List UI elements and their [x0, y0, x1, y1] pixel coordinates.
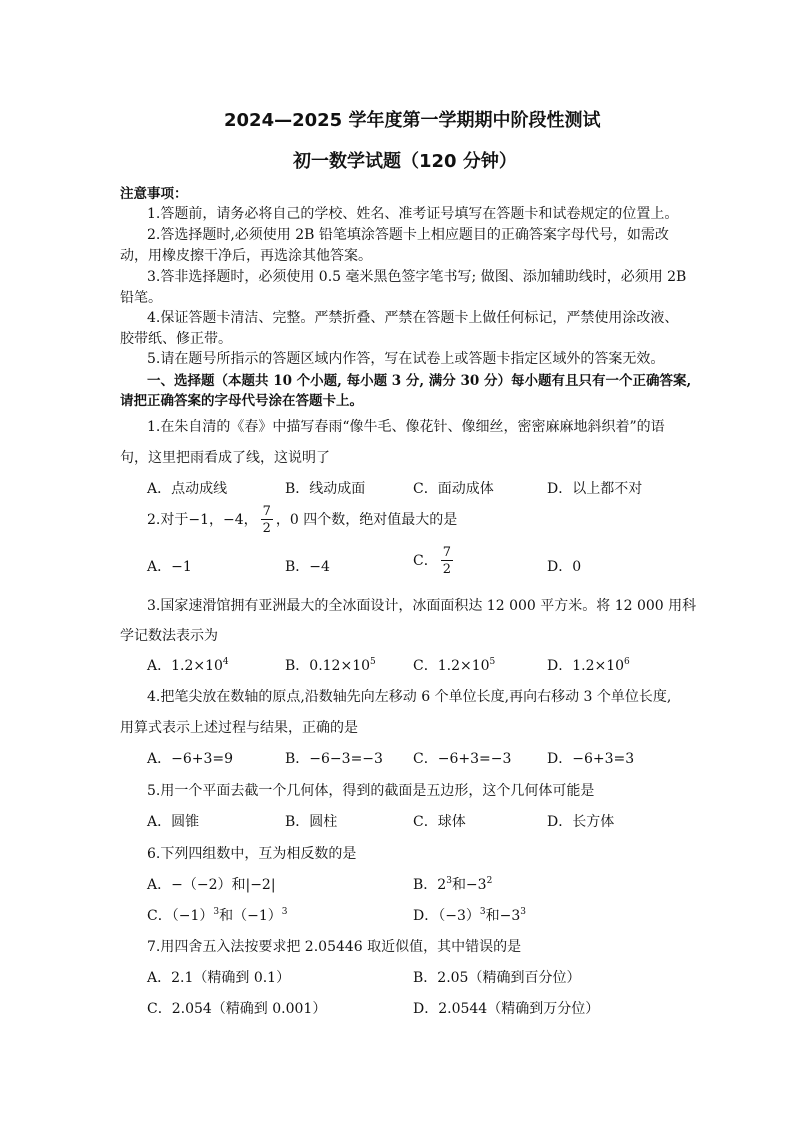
- question-3-stem-line1: 3.国家速滑馆拥有亚洲最大的全冰面设计，冰面面积达 12 000 平方米。将 12 000 用科: [147, 598, 697, 614]
- question-1-option-d: D．以上都不对: [547, 481, 643, 497]
- note-1: 1.答题前，请务必将自己的学校、姓名、准考证号填写在答题卡和试卷规定的位置上。: [147, 206, 679, 222]
- question-4-option-a: A．−6+3=9: [147, 751, 234, 767]
- question-7-option-d: D．2.0544（精确到万分位）: [413, 1001, 600, 1017]
- question-6-option-d: [413, 905, 526, 925]
- question-1-option-c: C．面动成体: [413, 481, 494, 497]
- question-1-stem-line1: 1.在朱自清的《春》中描写春雨“像牛毛、像花针、像细丝，密密麻麻地斜织着”的语: [147, 419, 665, 435]
- note-4-line1: 4.保证答题卡清洁、完整。严禁折叠、严禁在答题卡上做任何标记，严禁使用涂改液、: [147, 310, 679, 326]
- question-1-option-b: B．线动成面: [285, 481, 366, 497]
- question-3-option-c: [413, 655, 495, 675]
- question-2-option-c: [413, 546, 456, 576]
- notes-heading: 注意事项：: [120, 186, 188, 202]
- question-4-option-c: C．−6+3=−3: [413, 751, 512, 767]
- option-text: 和−3: [485, 908, 521, 924]
- option-exponent: 2: [486, 876, 493, 886]
- question-5-option-a: A．圆锥: [147, 814, 200, 830]
- question-4-option-d: D．−6+3=3: [547, 751, 635, 767]
- question-2-option-b: B．−4: [285, 559, 330, 575]
- page-title: 2024—2025 学年度第一学期期中阶段性测试: [224, 110, 601, 131]
- question-2-stem: [147, 505, 457, 535]
- fraction-numerator: 7: [262, 504, 271, 519]
- question-6-stem: 6.下列四组数中，互为相反数的是: [147, 846, 357, 862]
- note-2-line2: 动，用橡皮擦干净后，再选涂其他答案。: [120, 248, 372, 264]
- option-text: 和−3: [451, 877, 487, 893]
- question-2-stem-prefix: 2.对于−1，−4，: [147, 512, 258, 528]
- option-base: C．1.2×10: [413, 658, 490, 674]
- option-base: B．0.12×10: [285, 658, 371, 674]
- option-c-label: C．: [413, 553, 438, 569]
- question-3-stem-line2: 学记数法表示为: [120, 628, 218, 644]
- option-exponent: 5: [489, 657, 496, 667]
- section-heading-line1: 一、选择题（本题共 10 个小题, 每小题 3 分, 满分 30 分）每小题有且只有一个正确答案,: [147, 373, 692, 389]
- note-3-line2: 铅笔。: [120, 290, 162, 306]
- section-heading-line2: 请把正确答案的字母代号涂在答题卡上。: [120, 393, 363, 409]
- note-2-line1: 2.答选择题时,必须使用 2B 铅笔填涂答题卡上相应题目的正确答案字母代号，如需改: [147, 227, 669, 243]
- option-exponent: 3: [213, 907, 220, 917]
- question-4-stem-line1: 4.把笔尖放在数轴的原点,沿数轴先向左移动 6 个单位长度,再向右移动 3 个单位长度,: [147, 689, 672, 705]
- question-7-stem: 7.用四舍五入法按要求把 2.05446 取近似值，其中错误的是: [147, 939, 522, 955]
- fraction: [261, 505, 273, 535]
- option-exponent: 3: [479, 907, 486, 917]
- option-text: C．（−1）: [147, 908, 214, 924]
- option-text: B．2: [413, 877, 447, 893]
- fraction-numerator: 7: [442, 545, 451, 560]
- question-5-option-c: C．球体: [413, 814, 466, 830]
- option-base: A．1.2×10: [147, 658, 223, 674]
- question-6-option-a: A．−（−2）和|−2|: [147, 877, 276, 893]
- question-2-stem-suffix: ，0 四个数，绝对值最大的是: [275, 512, 458, 528]
- option-exponent: 5: [370, 657, 376, 667]
- option-exponent: 3: [281, 907, 288, 917]
- option-base: D．1.2×10: [547, 658, 625, 674]
- option-text: 和（−1）: [219, 908, 282, 924]
- option-text: D．（−3）: [413, 908, 480, 924]
- question-1-option-a: A．点动成线: [147, 481, 228, 497]
- question-5-stem: 5.用一个平面去截一个几何体，得到的截面是五边形，这个几何体可能是: [147, 783, 595, 799]
- option-exponent: 3: [446, 876, 452, 886]
- question-3-option-b: [285, 655, 376, 675]
- note-3-line1: 3.答非选择题时，必须使用 0.5 毫米黑色签字笔书写; 做图、添加辅助线时，必须用 2B: [147, 269, 687, 285]
- note-5: 5.请在题号所指示的答题区域内作答，写在试卷上或答题卡指定区域外的答案无效。: [147, 351, 665, 367]
- fraction-denominator: 2: [442, 562, 451, 577]
- question-3-option-a: [147, 655, 229, 675]
- fraction-denominator: 2: [262, 521, 271, 536]
- question-6-option-c: [147, 905, 287, 925]
- question-5-option-b: B．圆柱: [285, 814, 338, 830]
- question-3-option-d: [547, 655, 630, 675]
- page-subtitle: 初一数学试题（120 分钟）: [293, 151, 517, 172]
- option-exponent: 3: [520, 907, 526, 917]
- option-exponent: 6: [624, 657, 630, 667]
- fraction: [441, 546, 453, 576]
- question-7-option-a: A．2.1（精确到 0.1）: [147, 970, 291, 986]
- question-7-option-b: B．2.05（精确到百分位）: [413, 970, 581, 986]
- note-4-line2: 胶带纸、修正带。: [120, 331, 232, 347]
- question-2-option-a: A．−1: [147, 559, 192, 575]
- question-6-option-b: [413, 874, 492, 894]
- question-2-option-d: D．0: [547, 559, 582, 575]
- option-exponent: 4: [222, 657, 229, 667]
- question-5-option-d: D．长方体: [547, 814, 615, 830]
- question-4-option-b: B．−6−3=−3: [285, 751, 383, 767]
- question-4-stem-line2: 用算式表示上述过程与结果，正确的是: [120, 720, 358, 736]
- question-1-stem-line2: 句，这里把雨看成了线，这说明了: [120, 450, 330, 466]
- question-7-option-c: C．2.054（精确到 0.001）: [147, 1001, 327, 1017]
